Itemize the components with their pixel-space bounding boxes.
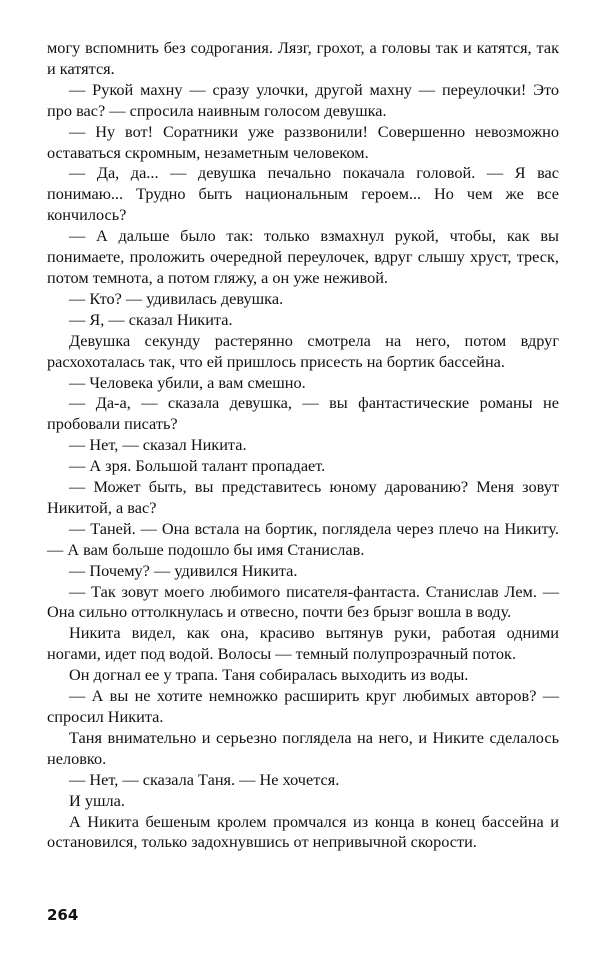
- paragraph: — Я, — сказал Никита.: [69, 309, 233, 329]
- paragraph: Девушка секунду растерянно смотрела на него, потом вдруг расхохоталась так, что ей пришлось присесть на бортик бассейна.: [47, 330, 559, 371]
- paragraph: — Нет, — сказала Таня. — Не хочется.: [69, 769, 340, 789]
- page-number: 264: [47, 906, 79, 924]
- paragraph: могу вспомнить без содрогания. Лязг, грохот, а головы так и катятся, так и катятся.: [47, 38, 559, 78]
- paragraph: — А дальше было так: только взмахнул рукой, чтобы, как вы понимаете, проложить очередной переулочек, вдруг слышу хруст, треск, потом темнота, а потом гляжу, а он уже неживой.: [47, 226, 559, 287]
- paragraph: — Нет, — сказал Никита.: [69, 435, 247, 455]
- paragraph: Никита видел, как она, красиво вытянув руки, работая одними ногами, идет под водой. Волосы — темный полупрозрачный поток.: [47, 623, 559, 664]
- paragraph: А Никита бешеным кролем промчался из конца в конец бассейна и остановился, только задохнувшись от непривычной скорости.: [47, 811, 559, 852]
- paragraph: — Может быть, вы представитесь юному дарованию? Меня зовут Никитой, а вас?: [47, 477, 559, 517]
- paragraph: — Человека убили, а вам смешно.: [69, 372, 306, 392]
- paragraph: — Рукой махну — сразу улочки, другой махну — переулочки! Это про вас? — спросила наивным голосом девушка.: [47, 79, 559, 120]
- paragraph: — Ну вот! Соратники уже раззвонили! Совершенно невозможно оставаться скромным, незаметным человеком.: [47, 121, 559, 162]
- paragraph: Таня внимательно и серьезно поглядела на него, и Никите сделалось неловко.: [47, 727, 559, 768]
- paragraph: — Да-а, — сказала девушка, — вы фантастические романы не пробовали писать?: [47, 393, 559, 434]
- paragraph: — Таней. — Она встала на бортик, поглядела через плечо на Никиту. — А вам больше подошло бы имя Станислав.: [47, 518, 559, 559]
- page-body-text: [47, 38, 559, 853]
- paragraph: — Так зовут моего любимого писателя-фантаста. Станислав Лем. — Она сильно оттолкнулась и отвесно, почти без брызг вошла в воду.: [47, 581, 559, 622]
- paragraph: — Почему? — удивился Никита.: [69, 560, 298, 580]
- paragraph: — А зря. Большой талант пропадает.: [69, 456, 326, 476]
- paragraph: Он догнал ее у трапа. Таня собиралась выходить из воды.: [69, 665, 469, 685]
- paragraph: — А вы не хотите немножко расширить круг любимых авторов? — спросил Никита.: [47, 686, 559, 726]
- paragraph: — Да, да... — девушка печально покачала головой. — Я вас понимаю... Трудно быть национальным героем... Но чем же все кончилось?: [47, 163, 559, 225]
- paragraph: И ушла.: [69, 790, 125, 810]
- paragraph: — Кто? — удивилась девушка.: [69, 288, 284, 308]
